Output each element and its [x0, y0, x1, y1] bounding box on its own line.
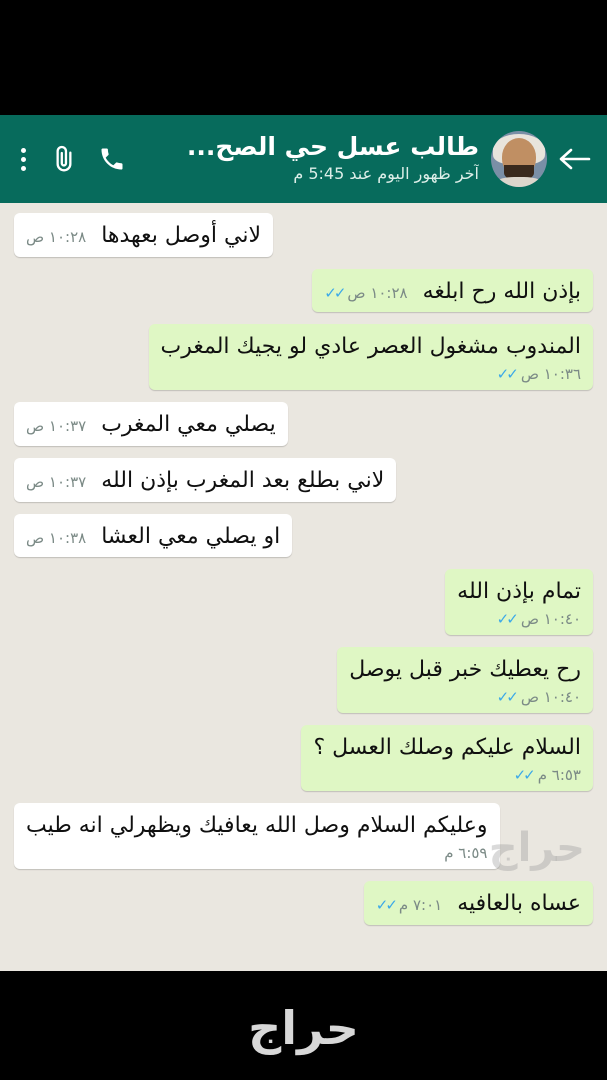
read-receipt-icon: ✓✓	[496, 365, 516, 384]
message-text: رح يعطيك خبر قبل يوصل	[349, 657, 581, 683]
message-row	[14, 569, 593, 635]
message-meta	[161, 364, 581, 384]
message-text: بإذن الله رح ابلغه	[422, 278, 581, 304]
message-row	[14, 647, 593, 713]
message-bubble[interactable]	[14, 803, 500, 869]
top-letterbox	[0, 0, 607, 115]
message-bubble[interactable]	[301, 725, 593, 791]
message-meta	[26, 528, 86, 548]
message-meta	[349, 687, 581, 707]
message-row	[14, 803, 593, 869]
chat-header	[0, 115, 607, 203]
message-time: ١٠:٣٦ ص	[520, 365, 581, 384]
message-time: ١٠:٣٨ ص	[26, 528, 87, 547]
paperclip-icon[interactable]	[40, 135, 88, 183]
message-meta	[26, 227, 86, 247]
message-bubble[interactable]	[445, 569, 593, 635]
message-bubble[interactable]	[337, 647, 593, 713]
message-bubble[interactable]	[149, 324, 593, 390]
message-text: المندوب مشغول العصر عادي لو يجيك المغرب	[160, 334, 581, 360]
message-time: ١٠:٢٨ ص	[347, 283, 408, 302]
message-row	[14, 458, 593, 502]
message-text: عساه بالعافيه	[457, 891, 581, 917]
message-meta	[376, 895, 442, 915]
message-text: لاني أوصل بعهدها	[101, 223, 261, 248]
message-meta	[26, 843, 488, 863]
avatar-body	[495, 177, 543, 187]
message-row	[14, 881, 593, 925]
message-text: السلام عليكم وصلك العسل ؟	[313, 735, 581, 761]
message-text: تمام بإذن الله	[457, 579, 581, 605]
message-row	[14, 514, 593, 558]
message-text: يصلي معي المغرب	[101, 412, 276, 438]
bottom-letterbox	[0, 971, 607, 1080]
header-text-block[interactable]	[136, 133, 483, 185]
message-meta	[26, 416, 86, 436]
message-bubble[interactable]	[14, 458, 396, 502]
watermark-chat: حراج	[488, 825, 585, 871]
read-receipt-icon: ✓✓	[375, 896, 395, 915]
last-seen-status: آخر ظهور اليوم عند 5:45 م	[293, 163, 479, 183]
message-meta	[324, 283, 407, 303]
message-row	[14, 213, 593, 257]
watermark-bottom: حراج	[248, 1001, 359, 1055]
message-time: ١٠:٣٧ ص	[26, 473, 87, 491]
message-meta	[457, 609, 581, 629]
message-bubble[interactable]	[14, 402, 288, 446]
phone-icon[interactable]	[88, 135, 136, 183]
message-time: ١٠:٤٠ ص	[520, 688, 581, 706]
message-time: ٦:٥٣ م	[537, 765, 581, 784]
read-receipt-icon: ✓✓	[496, 610, 516, 629]
message-text: او يصلي معي العشا	[101, 523, 281, 549]
message-text: لاني بطلع بعد المغرب بإذن الله	[101, 468, 385, 493]
message-bubble[interactable]	[312, 269, 593, 313]
message-time: ٧:٠١ م	[398, 896, 443, 915]
message-row	[14, 269, 593, 313]
message-time: ١٠:٤٠ ص	[520, 610, 581, 629]
message-row	[14, 324, 593, 390]
contact-name: طالب عسل حي الصح...	[186, 133, 479, 162]
avatar[interactable]	[491, 131, 547, 187]
read-receipt-icon: ✓✓	[496, 688, 516, 706]
message-row	[14, 402, 593, 446]
message-bubble[interactable]	[364, 881, 593, 925]
message-time: ١٠:٣٧ ص	[26, 417, 87, 436]
read-receipt-icon: ✓✓	[513, 765, 533, 784]
message-text: وعليكم السلام وصل الله يعافيك ويظهرلي انه طيب	[26, 813, 488, 839]
message-time: ١٠:٢٨ ص	[26, 228, 87, 246]
message-bubble[interactable]	[14, 514, 292, 558]
read-receipt-icon: ✓✓	[324, 283, 344, 302]
message-meta	[26, 472, 86, 492]
message-list[interactable]	[0, 203, 607, 971]
overflow-menu-icon[interactable]	[6, 135, 40, 183]
message-meta	[313, 765, 581, 785]
message-bubble[interactable]	[14, 213, 273, 257]
message-time: ٦:٥٩ م	[444, 843, 488, 862]
message-row	[14, 725, 593, 791]
back-arrow-icon[interactable]	[551, 136, 597, 182]
